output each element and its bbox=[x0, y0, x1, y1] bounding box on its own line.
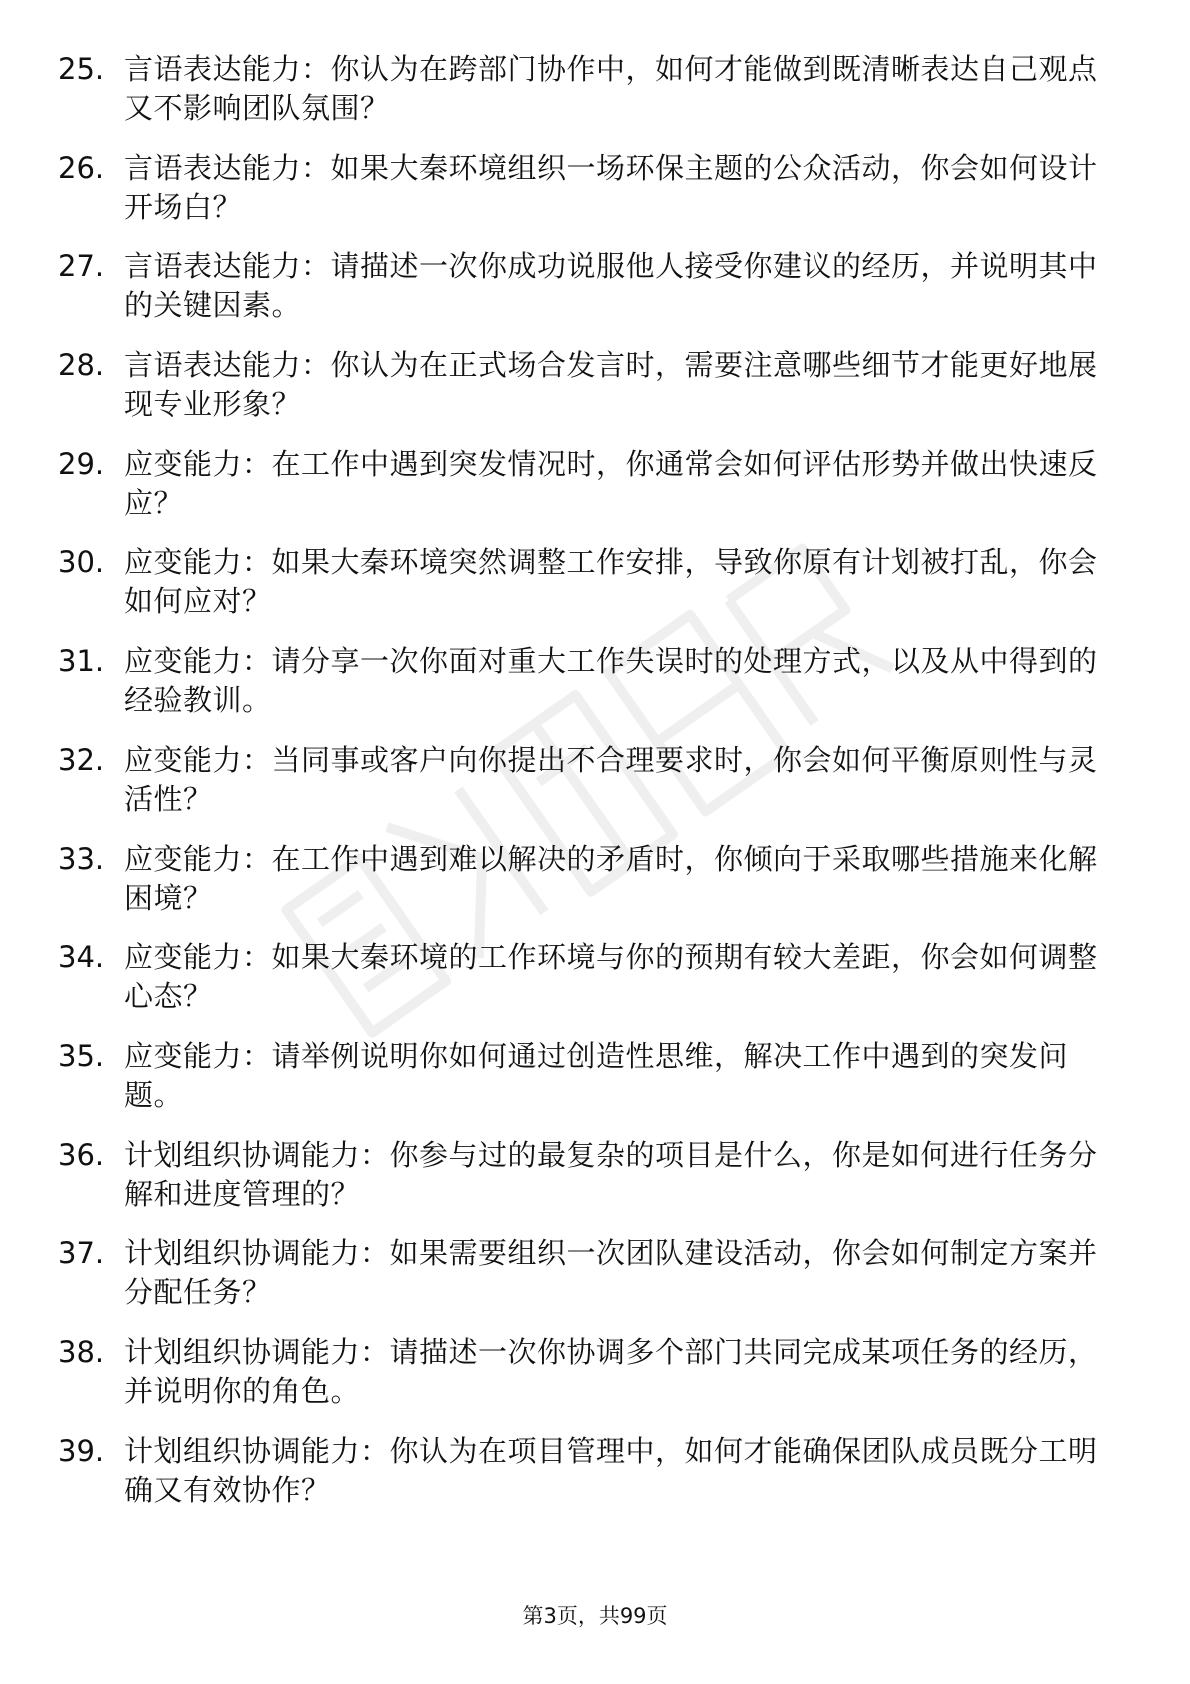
question-text: 计划组织协调能力：请描述一次你协调多个部门共同完成某项任务的经历，并说明你的角色。 bbox=[124, 1334, 1098, 1408]
question-number: 37. bbox=[58, 1236, 105, 1271]
question-text: 言语表达能力：请描述一次你成功说服他人接受你建议的经历，并说明其中的关键因素。 bbox=[124, 249, 1098, 323]
question-text: 应变能力：请分享一次你面对重大工作失误时的处理方式，以及从中得到的经验教训。 bbox=[124, 644, 1098, 718]
question-text: 应变能力：请举例说明你如何通过创造性思维，解决工作中遇到的突发问题。 bbox=[124, 1038, 1069, 1112]
question-item bbox=[58, 346, 1120, 445]
question-item bbox=[58, 247, 1120, 346]
question-text: 计划组织协调能力：你认为在项目管理中，如何才能确保团队成员既分工明确又有效协作？ bbox=[124, 1433, 1098, 1507]
question-number: 29. bbox=[58, 446, 105, 481]
question-number: 28. bbox=[58, 348, 105, 383]
question-item bbox=[58, 1333, 1120, 1432]
question-item bbox=[58, 642, 1120, 741]
question-text: 计划组织协调能力：你参与过的最复杂的项目是什么，你是如何进行任务分解和进度管理的？ bbox=[124, 1137, 1098, 1211]
question-number: 35. bbox=[58, 1038, 105, 1073]
question-number: 31. bbox=[58, 644, 105, 679]
question-text: 应变能力：当同事或客户向你提出不合理要求时，你会如何平衡原则性与灵活性？ bbox=[124, 742, 1098, 816]
question-item bbox=[58, 1037, 1120, 1136]
question-item bbox=[58, 543, 1120, 642]
question-number: 25. bbox=[58, 52, 105, 86]
question-item bbox=[58, 1136, 1120, 1235]
question-item bbox=[58, 840, 1120, 939]
question-number: 38. bbox=[58, 1334, 105, 1369]
question-text: 计划组织协调能力：如果需要组织一次团队建设活动，你会如何制定方案并分配任务？ bbox=[124, 1236, 1098, 1310]
question-number: 39. bbox=[58, 1433, 105, 1468]
question-list bbox=[58, 50, 1120, 1530]
question-number: 34. bbox=[58, 940, 105, 975]
question-text: 言语表达能力：你认为在跨部门协作中，如何才能做到既清晰表达自己观点又不影响团队氛围？ bbox=[124, 52, 1098, 125]
question-text: 言语表达能力：如果大秦环境组织一场环保主题的公众活动，你会如何设计开场白？ bbox=[124, 150, 1098, 224]
question-text: 应变能力：在工作中遇到突发情况时，你通常会如何评估形势并做出快速反应？ bbox=[124, 446, 1098, 520]
question-number: 33. bbox=[58, 841, 105, 876]
question-item bbox=[58, 1234, 1120, 1333]
question-number: 36. bbox=[58, 1137, 105, 1172]
question-item bbox=[58, 741, 1120, 840]
question-number: 27. bbox=[58, 249, 105, 284]
question-number: 32. bbox=[58, 742, 105, 777]
question-number: 26. bbox=[58, 150, 105, 185]
question-text: 应变能力：如果大秦环境的工作环境与你的预期有较大差距，你会如何调整心态？ bbox=[124, 940, 1098, 1014]
question-text: 应变能力：如果大秦环境突然调整工作安排，导致你原有计划被打乱，你会如何应对？ bbox=[124, 545, 1098, 619]
question-item bbox=[58, 50, 1120, 149]
question-text: 应变能力：在工作中遇到难以解决的矛盾时，你倾向于采取哪些措施来化解困境？ bbox=[124, 841, 1098, 915]
question-item bbox=[58, 1432, 1120, 1531]
question-number: 30. bbox=[58, 545, 105, 580]
question-item bbox=[58, 149, 1120, 248]
question-item bbox=[58, 938, 1120, 1037]
page-number-footer: 第3页，共99页 bbox=[522, 1604, 668, 1628]
question-text: 言语表达能力：你认为在正式场合发言时，需要注意哪些细节才能更好地展现专业形象？ bbox=[124, 348, 1098, 422]
question-item bbox=[58, 445, 1120, 544]
